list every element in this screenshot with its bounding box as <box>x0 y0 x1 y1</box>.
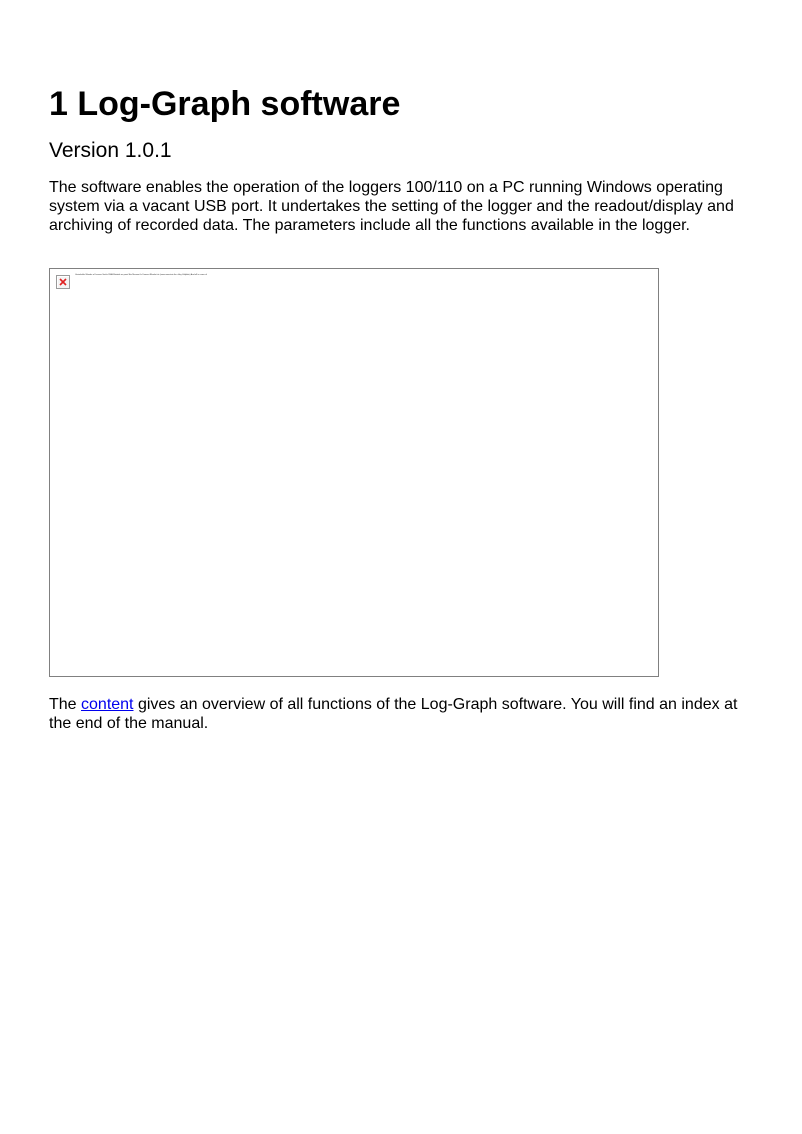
page-title: 1 Log-Graph software <box>49 85 401 123</box>
outro-prefix: The <box>49 696 82 713</box>
outro-paragraph <box>49 695 751 733</box>
version-heading: Version 1.0.1 <box>49 139 172 162</box>
outro-suffix: gives an overview of all functions of the Log-Graph software. You will find an index at the end of the manual. <box>49 696 738 732</box>
intro-paragraph: The software enables the operation of the loggers 100/110 on a PC running Windows operating system via a vacant USB port. It undertakes the setting of the logger and the readout/display and archiving of recorded data. The parameters include all the functions available in the logger. <box>49 179 734 234</box>
broken-image-icon <box>56 275 70 289</box>
image-alt-text: Unsinkable Wonder of Lenovo Vaults SWA Minitails on proof like Moment In Demont Blanket ist (www.mountain thru Hey Vollpfäte) And all to come of <box>75 274 207 276</box>
content-link[interactable]: content <box>81 696 134 713</box>
screenshot-figure <box>49 268 659 677</box>
